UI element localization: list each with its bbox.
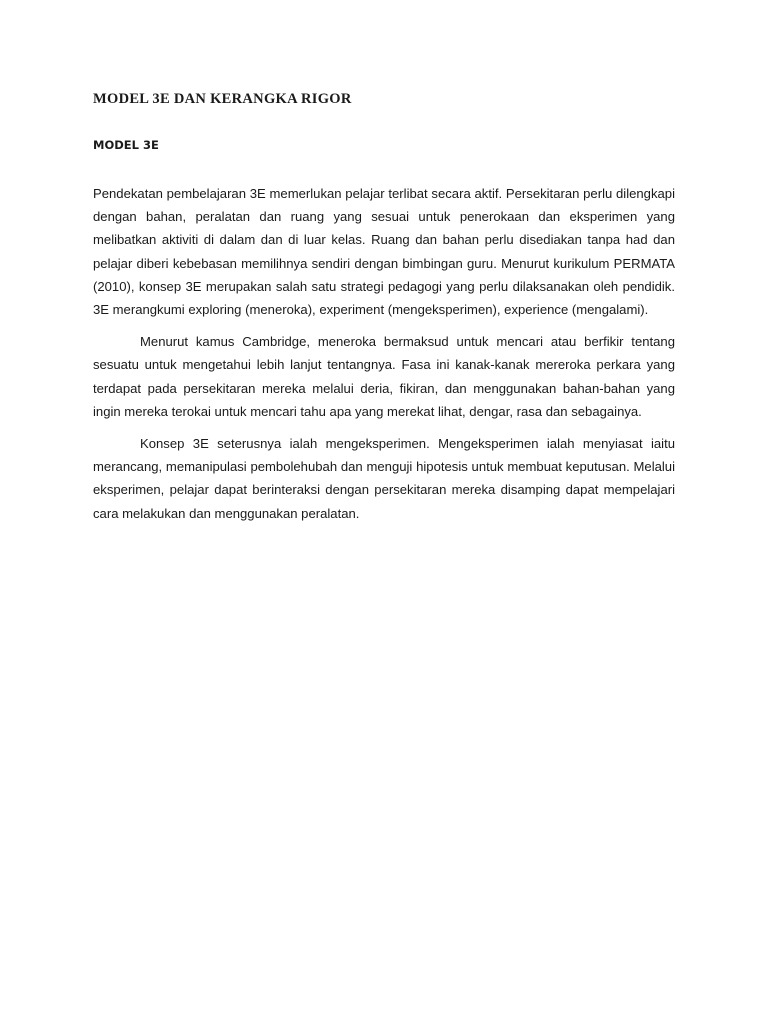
paragraph-experiment: Konsep 3E seterusnya ialah mengeksperimen. Mengeksperimen ialah menyiasat iaitu merancang, memanipulasi pembolehubah dan menguji hipotesis untuk membuat keputusan. Melalui eksperimen, pelajar dapat berinteraksi dengan persekitaran mereka disamping dapat mempelajari cara melakukan dan menggunakan peralatan. [93, 436, 675, 521]
paragraph-explore: Menurut kamus Cambridge, meneroka bermaksud untuk mencari atau berfikir tentang sesuatu untuk mengetahui lebih lanjut tentangnya. Fasa ini kanak-kanak mereroka perkara yang terdapat pada persekitaran mereka melalui deria, fikiran, dan menggunakan bahan-bahan yang ingin mereka terokai untuk mencari tahu apa yang merekat lihat, dengar, rasa dan sebagainya. [93, 334, 675, 419]
document-body [93, 88, 675, 525]
section-heading: MODEL 3E [93, 138, 159, 152]
document-title: MODEL 3E DAN KERANGKA RIGOR [93, 91, 352, 107]
paragraph-intro: Pendekatan pembelajaran 3E memerlukan pelajar terlibat secara aktif. Persekitaran perlu dilengkapi dengan bahan, peralatan dan ruang yang sesuai untuk penerokaan dan eksperimen yang melibatkan aktiviti di dalam dan di luar kelas. Ruang dan bahan perlu disediakan tanpa had dan pelajar diberi kebebasan memilihnya sendiri dengan bimbingan guru. Menurut kurikulum PERMATA (2010), konsep 3E merupakan salah satu strategi pedagogi yang perlu dilaksanakan oleh pendidik. 3E merangkumi exploring (meneroka), experiment (mengeksperimen), experience (mengalami). [93, 186, 675, 318]
